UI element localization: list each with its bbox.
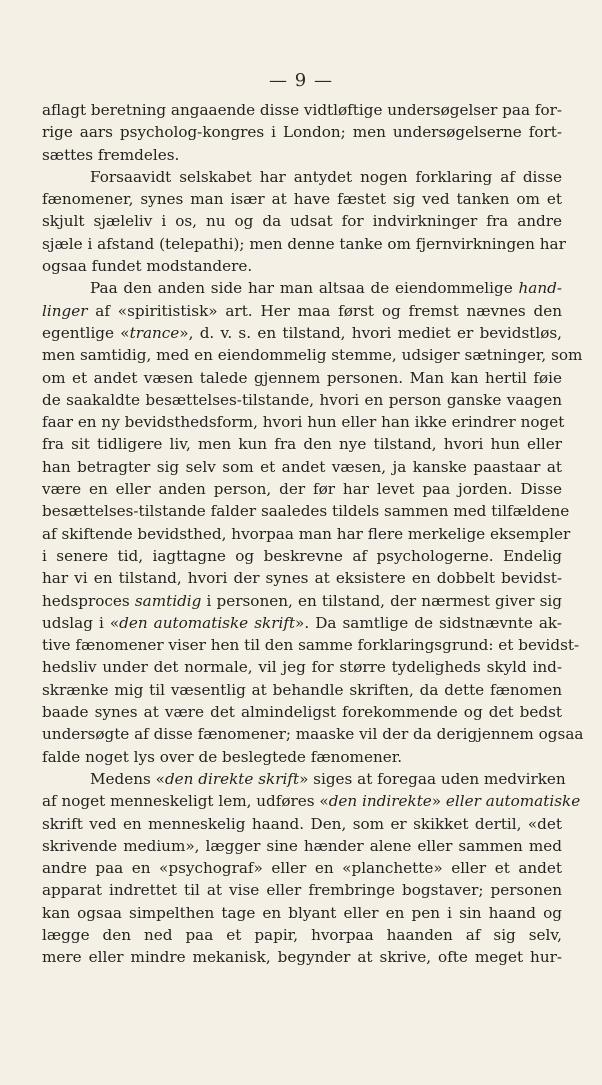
- text-line: sjæle i afstand (telepathi); men denne tanke om fjernvirkningen har: [42, 234, 566, 253]
- text-line: være en eller anden person, der før har levet paa jorden. Disse: [42, 480, 562, 499]
- text-line: kan ogsaa simpelthen tage en blyant eller en pen i sin haand og: [42, 903, 562, 922]
- text-line: besættelses-tilstande falder saaledes tildels sammen med tilfældene: [42, 502, 570, 521]
- text-line: i senere tid, iagttagne og beskrevne af psychologerne. Endelig: [42, 546, 562, 565]
- text-segment: » siges at foregaa uden medvirken: [299, 769, 566, 788]
- text-line: Forsaavidt selskabet har antydet nogen forklaring af disse: [90, 167, 562, 186]
- text-line: af skiftende bevidsthed, hvorpaa man har flere merkelige eksempler: [42, 524, 571, 543]
- italic-text: den automatiske skrift: [119, 613, 296, 632]
- text-line: hedsliv under det normale, vil jeg for større tydeligheds skyld ind-: [42, 658, 562, 677]
- text-line: [42, 590, 562, 612]
- text-line: sættes fremdeles.: [42, 145, 180, 164]
- text-line: de saakaldte besættelses-tilstande, hvori en person ganske vaagen: [42, 390, 562, 409]
- text-line: falde noget lys over de beslegtede fænomener.: [42, 747, 403, 766]
- text-line: ogsaa fundet modstandere.: [42, 257, 253, 276]
- text-line: om et andet væsen talede gjennem personen. Man kan hertil føie: [42, 368, 562, 387]
- text-line: fra sit tidligere liv, men kun fra den nye tilstand, hvori hun eller: [42, 435, 562, 454]
- text-line: [42, 322, 562, 344]
- text-segment: af noget menneskeligt lem, udføres «: [42, 792, 329, 811]
- text-line: undersøgte af disse fænomener; maaske vil der da derigjennem ogsaa: [42, 725, 584, 744]
- text-segment: Paa den anden side har man altsaa de eiendommelige: [90, 279, 519, 298]
- text-line: mere eller mindre mekanisk, begynder at skrive, ofte meget hur-: [42, 948, 562, 967]
- italic-text: den direkte skrift: [164, 769, 300, 788]
- page-number: — 9 —: [269, 70, 333, 91]
- text-line: fænomener, synes man især at have fæstet sig ved tanken om et: [42, 190, 562, 209]
- text-segment: af «spiritistisk» art. Her maa først og fremst nævnes den: [87, 301, 562, 320]
- text-line: men samtidig, med en eiendommelig stemme, udsiger sætninger, som: [42, 346, 583, 365]
- text-line: aflagt beretning angaaende disse vidtløftige undersøgelser paa for-: [42, 101, 562, 119]
- text-line: [42, 768, 566, 790]
- text-line: skjult sjæleliv i os, nu og da udsat for indvirkninger fra andre: [42, 212, 562, 231]
- text-segment: ». Da samtlige de sidstnævnte ak-: [295, 613, 562, 632]
- text-line: har vi en tilstand, hvori der synes at eksistere en dobbelt bevidst-: [42, 569, 562, 588]
- text-line: baade synes at være det almindeligst forekommende og det bedst: [42, 703, 562, 722]
- text-line: skrivende medium», lægger sine hænder alene eller sammen med: [42, 836, 562, 855]
- text-segment: i personen, en tilstand, der nærmest giver sig: [201, 591, 562, 610]
- text-line: [42, 277, 562, 299]
- text-line: [42, 300, 562, 322]
- italic-text: linger: [42, 301, 88, 320]
- italic-text: eller automatiske: [445, 792, 581, 811]
- text-line: lægge den ned paa et papir, hvorpaa haanden af sig selv,: [42, 925, 562, 944]
- body-text: [42, 99, 584, 969]
- text-segment: Medens «: [90, 769, 165, 788]
- text-segment: », d. v. s. en tilstand, hvori mediet er bevidstløs,: [179, 323, 562, 342]
- text-line: skrænke mig til væsentlig at behandle skriften, da dette fænomen: [42, 680, 562, 699]
- text-line: rige aars psycholog-kongres i London; men undersøgelserne fort-: [42, 123, 562, 142]
- text-line: andre paa en «psychograf» eller en «planchette» eller et andet: [42, 859, 562, 878]
- text-line: [42, 612, 562, 634]
- italic-text: trance: [129, 323, 180, 342]
- italic-text: den indirekte: [328, 792, 432, 811]
- text-line: [42, 790, 581, 812]
- italic-text: samtidig: [134, 591, 202, 610]
- text-line: faar en ny bevidsthedsform, hvori hun eller han ikke erindrer noget: [42, 413, 565, 432]
- text-line: skrift ved en menneskelig haand. Den, som er skikket dertil, «det: [42, 814, 562, 833]
- text-segment: »: [431, 792, 446, 811]
- text-line: tive fænomener viser hen til den samme forklaringsgrund: et bevidst-: [42, 636, 580, 655]
- text-line: han betragter sig selv som et andet væsen, ja kanske paastaar at: [42, 457, 562, 476]
- italic-text: hand-: [518, 279, 562, 298]
- text-line: apparat indrettet til at vise eller frembringe bogstaver; personen: [42, 881, 562, 900]
- text-segment: egentlige «: [42, 323, 130, 342]
- text-segment: hedsproces: [42, 591, 135, 610]
- text-segment: udslag i «: [42, 613, 120, 632]
